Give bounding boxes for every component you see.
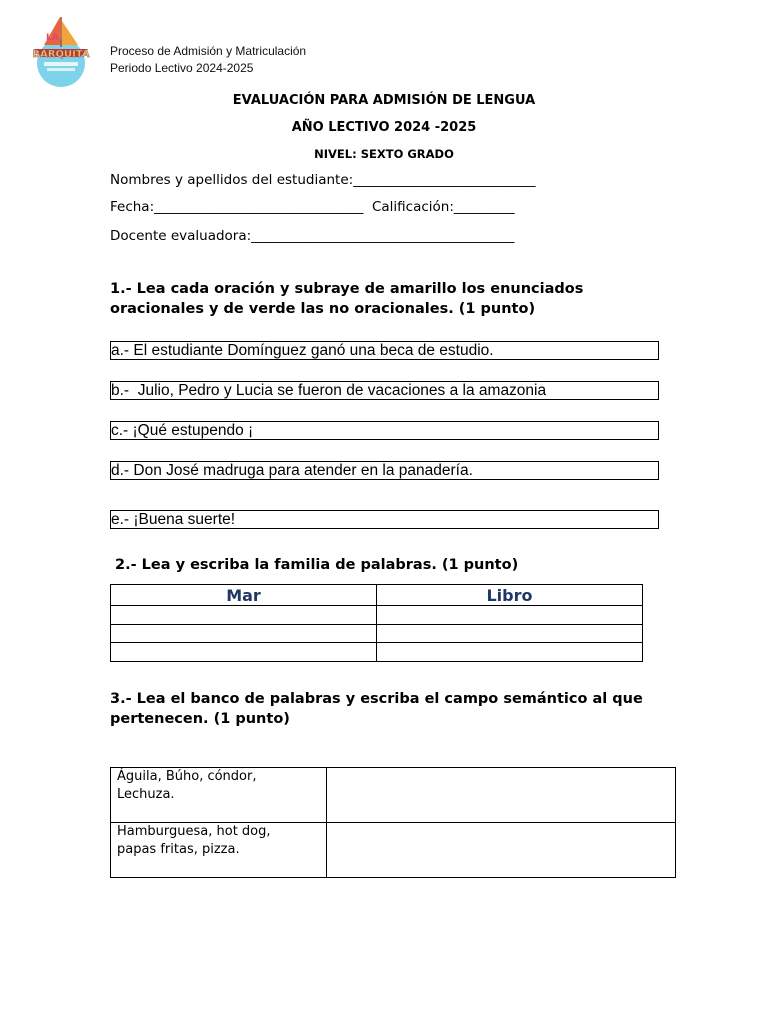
- word-bank-line: papas fritas, pizza.: [117, 842, 240, 857]
- word-bank-line: Águila, Búho, cóndor,: [117, 769, 257, 784]
- school-logo: [22, 15, 100, 87]
- word-bank-line: Hamburguesa, hot dog,: [117, 824, 271, 839]
- header-text: [110, 43, 306, 77]
- answer-cell[interactable]: [377, 643, 643, 662]
- answer-cell[interactable]: [327, 768, 676, 823]
- word-bank-cell: [111, 823, 327, 878]
- svg-text:BARQUITA: BARQUITA: [32, 49, 90, 60]
- question-1-prompt: 1.- Lea cada oración y subraye de amarillo los enunciados oracionales y de verde las no oracionales. (1 punto): [110, 281, 584, 317]
- answer-cell[interactable]: [377, 624, 643, 643]
- table-row: [111, 823, 676, 878]
- answer-cell[interactable]: [111, 624, 377, 643]
- school-year: AÑO LECTIVO 2024 -2025: [291, 120, 477, 135]
- table-row: [111, 606, 643, 625]
- grade-level: NIVEL: SEXTO GRADO: [314, 147, 454, 161]
- date-grade-field[interactable]: Fecha:_______________________________ Calificación:_________: [110, 199, 515, 215]
- column-header-mar: Mar: [111, 585, 377, 606]
- document-title: EVALUACIÓN PARA ADMISIÓN DE LENGUA: [232, 93, 536, 108]
- column-header-libro: Libro: [377, 585, 643, 606]
- table-row: [111, 768, 676, 823]
- answer-cell[interactable]: [327, 823, 676, 878]
- student-name-field[interactable]: Nombres y apellidos del estudiante:___________________________: [110, 172, 536, 188]
- question-3-prompt: 3.- Lea el banco de palabras y escriba el campo semántico al que pertenecen. (1 punto): [110, 691, 643, 727]
- word-family-table: [110, 584, 643, 662]
- word-bank-line: Lechuza.: [117, 787, 175, 802]
- sentence-c[interactable]: c.- ¡Qué estupendo ¡: [110, 421, 659, 440]
- semantic-field-table: [110, 767, 676, 878]
- sentence-e[interactable]: e.- ¡Buena suerte!: [110, 510, 659, 529]
- table-row: [111, 624, 643, 643]
- sentence-d[interactable]: d.- Don José madruga para atender en la panadería.: [110, 461, 659, 480]
- word-bank-cell: [111, 768, 327, 823]
- teacher-field[interactable]: Docente evaluadora:_______________________________________: [110, 228, 515, 244]
- header-period: Periodo Lectivo 2024-2025: [110, 61, 254, 75]
- answer-cell[interactable]: [111, 606, 377, 625]
- sentence-a[interactable]: a.- El estudiante Domínguez ganó una beca de estudio.: [110, 341, 659, 360]
- header-process: Proceso de Admisión y Matriculación: [110, 44, 307, 58]
- table-row: [111, 643, 643, 662]
- answer-cell[interactable]: [377, 606, 643, 625]
- question-2-prompt: 2.- Lea y escriba la familia de palabras. (1 punto): [115, 557, 519, 573]
- sentence-b[interactable]: b.- Julio, Pedro y Lucia se fueron de vacaciones a la amazonia: [110, 381, 659, 400]
- svg-text:LA: LA: [46, 33, 59, 43]
- answer-cell[interactable]: [111, 643, 377, 662]
